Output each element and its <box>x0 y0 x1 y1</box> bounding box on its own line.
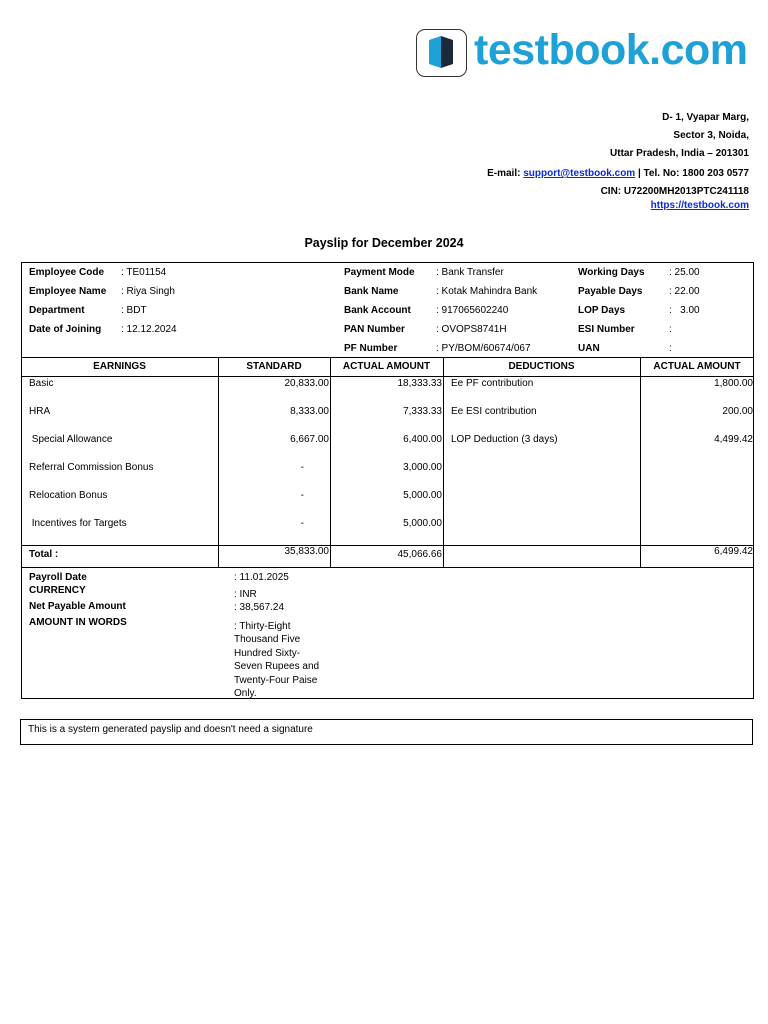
earning-actual: 7,333.33 <box>403 406 442 417</box>
total-deductions: 6,499.42 <box>714 546 753 557</box>
currency-value: : INR <box>234 589 257 600</box>
payslip-title: Payslip for December 2024 <box>304 236 464 250</box>
date-of-joining-value: : 12.12.2024 <box>121 324 177 335</box>
net-payable-value: : 38,567.24 <box>234 602 285 613</box>
words-line: : Thirty-Eight <box>234 621 291 632</box>
deductions-header: DEDUCTIONS <box>508 361 575 372</box>
address-line-3: Uttar Pradesh, India – 201301 <box>610 148 749 159</box>
words-line: Twenty-Four Paise <box>234 674 318 686</box>
words-line: Only. <box>234 688 257 700</box>
table-col-divider <box>443 357 444 567</box>
bank-account-value: : 917065602240 <box>436 305 509 316</box>
payable-days-value: : 22.00 <box>669 286 700 297</box>
bank-account-label: Bank Account <box>344 305 411 316</box>
uan-value: : <box>669 343 672 354</box>
bank-name-value: : Kotak Mahindra Bank <box>436 286 538 297</box>
earning-name: Basic <box>29 378 54 389</box>
earning-standard: 8,333.00 <box>290 406 329 417</box>
earning-standard: - <box>300 490 304 501</box>
payroll-date-value: : 11.01.2025 <box>234 572 289 583</box>
pf-number-label: PF Number <box>344 343 398 354</box>
payable-days-label: Payable Days <box>578 286 643 297</box>
date-of-joining-label: Date of Joining <box>29 324 102 335</box>
esi-number-label: ESI Number <box>578 324 635 335</box>
table-total-border-bottom <box>21 567 754 568</box>
payment-mode-label: Payment Mode <box>344 267 415 278</box>
currency-label: CURRENCY <box>29 585 86 596</box>
words-line: Hundred Sixty- <box>234 647 301 659</box>
total-actual: 45,066.66 <box>397 549 442 560</box>
amount-in-words-value <box>234 620 319 700</box>
actual-amount-header: ACTUAL AMOUNT <box>342 361 431 372</box>
address-line-1: D- 1, Vyapar Marg, <box>662 112 749 123</box>
pan-number-value: : OVOPS8741H <box>436 324 507 335</box>
earning-name: Special Allowance <box>29 434 113 445</box>
earning-standard: - <box>300 518 304 529</box>
pan-number-label: PAN Number <box>344 324 405 335</box>
deduction-amount: 4,499.42 <box>714 434 753 445</box>
deduction-amount: 200.00 <box>722 406 753 417</box>
employee-name-value: : Riya Singh <box>121 286 175 297</box>
earning-actual: 5,000.00 <box>403 518 442 529</box>
department-value: : BDT <box>121 305 147 316</box>
earning-actual: 3,000.00 <box>403 462 442 473</box>
pf-number-value: : PY/BOM/60674/067 <box>436 343 531 354</box>
earning-name: Incentives for Targets <box>29 518 127 529</box>
department-label: Department <box>29 305 85 316</box>
tel-text: | Tel. No: 1800 203 0577 <box>635 168 749 179</box>
words-line: Thousand Five <box>234 634 301 646</box>
payment-mode-value: : Bank Transfer <box>436 267 504 278</box>
standard-header: STANDARD <box>246 361 302 372</box>
earning-name: HRA <box>29 406 51 417</box>
lop-days-label: LOP Days <box>578 305 626 316</box>
employee-code-label: Employee Code <box>29 267 105 278</box>
working-days-value: : 25.00 <box>669 267 700 278</box>
earning-standard: 6,667.00 <box>290 434 329 445</box>
email-link[interactable]: support@testbook.com <box>523 168 636 179</box>
earning-name: Relocation Bonus <box>29 490 108 501</box>
deduction-amount: 1,800.00 <box>714 378 753 389</box>
words-line: Seven Rupees and <box>234 661 320 673</box>
net-payable-label: Net Payable Amount <box>29 601 126 612</box>
email-label: E-mail: <box>487 168 524 179</box>
earnings-header: EARNINGS <box>93 361 146 372</box>
total-label: Total : <box>29 549 59 560</box>
deduction-amount-header: ACTUAL AMOUNT <box>653 361 741 372</box>
earning-standard: - <box>300 462 304 473</box>
bank-name-label: Bank Name <box>344 286 399 297</box>
table-header-border <box>21 376 754 377</box>
esi-number-value: : <box>669 324 672 335</box>
deduction-name: LOP Deduction (3 days) <box>451 434 558 445</box>
footer-note: This is a system generated payslip and doesn't need a signature <box>28 724 313 735</box>
earning-name: Referral Commission Bonus <box>29 462 154 473</box>
amount-in-words-label: AMOUNT IN WORDS <box>29 617 127 628</box>
address-line-2: Sector 3, Noida, <box>673 130 749 141</box>
earning-actual: 18,333.33 <box>397 378 442 389</box>
payroll-date-label: Payroll Date <box>29 572 87 583</box>
testbook-logo-icon <box>416 29 467 77</box>
lop-days-value: : 3.00 <box>669 305 700 316</box>
website-link[interactable]: https://testbook.com <box>650 200 749 211</box>
brand-name: testbook.com <box>474 26 748 74</box>
deduction-name: Ee ESI contribution <box>451 406 537 417</box>
working-days-label: Working Days <box>578 267 645 278</box>
deduction-name: Ee PF contribution <box>451 378 534 389</box>
employee-code-value: : TE01154 <box>121 267 167 278</box>
table-top-border <box>21 357 754 358</box>
total-standard: 35,833.00 <box>284 546 329 557</box>
earning-standard: 20,833.00 <box>284 378 329 389</box>
cin-text: CIN: U72200MH2013PTC241118 <box>600 186 749 197</box>
earning-actual: 5,000.00 <box>403 490 442 501</box>
employee-name-label: Employee Name <box>29 286 107 297</box>
earning-actual: 6,400.00 <box>403 434 442 445</box>
uan-label: UAN <box>578 343 600 354</box>
contact-line <box>487 168 749 179</box>
